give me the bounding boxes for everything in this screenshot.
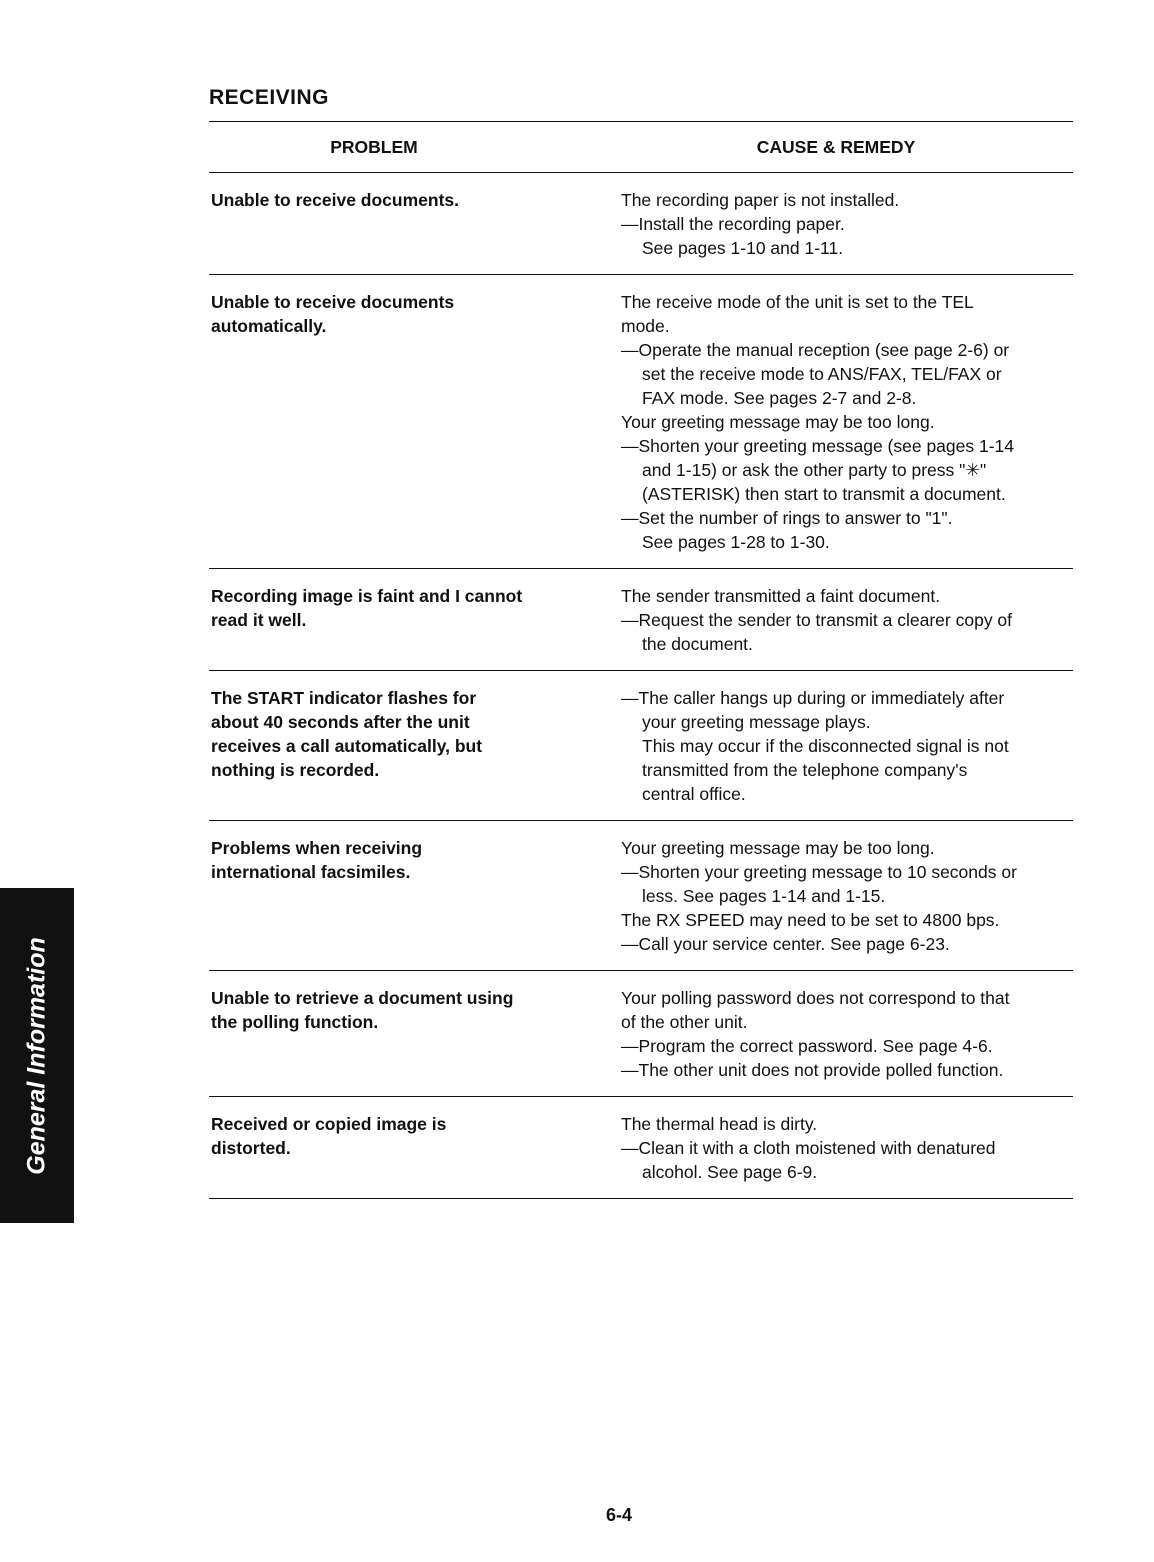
cause-remedy-line: less. See pages 1-14 and 1-15. xyxy=(642,886,886,906)
cause-remedy-line: See pages 1-28 to 1-30. xyxy=(642,532,830,552)
cause-remedy-line: Your greeting message may be too long. xyxy=(621,412,935,432)
cause-remedy-line: FAX mode. See pages 2-7 and 2-8. xyxy=(642,388,917,408)
problem-cell: Received or copied image is distorted. xyxy=(211,1114,447,1158)
header-problem: PROBLEM xyxy=(330,136,418,157)
cause-remedy-line: set the receive mode to ANS/FAX, TEL/FAX or xyxy=(642,364,1002,384)
cause-remedy-line: —Shorten your greeting message to 10 seconds or xyxy=(621,862,1017,882)
cause-remedy-line: —Install the recording paper. xyxy=(621,214,845,234)
cause-remedy-line: mode. xyxy=(621,316,670,336)
cause-remedy-line: The thermal head is dirty. xyxy=(621,1114,818,1134)
cause-remedy-cell xyxy=(621,584,1073,656)
cause-remedy-line: Your greeting message may be too long. xyxy=(621,838,935,858)
problem-cell: Unable to retrieve a document using the polling function. xyxy=(211,988,514,1032)
cause-remedy-cell xyxy=(621,290,1073,554)
cause-remedy-line: —Program the correct password. See page 4-6. xyxy=(621,1036,993,1056)
cause-remedy-line: This may occur if the disconnected signal is not xyxy=(642,736,1009,756)
cause-remedy-line: —Operate the manual reception (see page 2-6) or xyxy=(621,340,1010,360)
cause-remedy-line: The sender transmitted a faint document. xyxy=(621,586,941,606)
cause-remedy-line: —Call your service center. See page 6-23. xyxy=(621,934,950,954)
cause-remedy-line: —The caller hangs up during or immediately after xyxy=(621,688,1005,708)
section-title: RECEIVING xyxy=(209,86,330,109)
cause-remedy-cell xyxy=(621,686,1073,806)
table-row xyxy=(209,569,1073,670)
cause-remedy-line: See pages 1-10 and 1-11. xyxy=(642,238,844,258)
cause-remedy-line: alcohol. See page 6-9. xyxy=(642,1162,818,1182)
cause-remedy-cell xyxy=(621,986,1073,1082)
cause-remedy-line: your greeting message plays. xyxy=(642,712,871,732)
cause-remedy-line: and 1-15) or ask the other party to press "✳" xyxy=(642,460,987,480)
cause-remedy-line: Your polling password does not correspond to that xyxy=(621,988,1010,1008)
cause-remedy-line: —Clean it with a cloth moistened with denatured xyxy=(621,1138,996,1158)
table-row xyxy=(209,173,1073,274)
problem-cell: Unable to receive documents automatically. xyxy=(211,292,455,336)
table-row xyxy=(209,671,1073,820)
row-rule xyxy=(209,1198,1073,1199)
header-cause-remedy: CAUSE & REMEDY xyxy=(756,136,916,157)
cause-remedy-line: the document. xyxy=(642,634,753,654)
cause-remedy-line: of the other unit. xyxy=(621,1012,748,1032)
cause-remedy-line: transmitted from the telephone company's xyxy=(642,760,968,780)
cause-remedy-line: —Request the sender to transmit a clearer copy of xyxy=(621,610,1013,630)
table-row xyxy=(209,275,1073,568)
table-row xyxy=(209,1097,1073,1198)
side-tab xyxy=(0,888,74,1223)
cause-remedy-line: —Set the number of rings to answer to "1". xyxy=(621,508,953,528)
table-header xyxy=(209,122,1073,172)
cause-remedy-line: The receive mode of the unit is set to the TEL xyxy=(621,292,974,312)
side-tab-label: General Information xyxy=(22,936,51,1175)
cause-remedy-line: The RX SPEED may need to be set to 4800 bps. xyxy=(621,910,1000,930)
cause-remedy-cell xyxy=(621,188,1073,260)
cause-remedy-line: central office. xyxy=(642,784,746,804)
page-number: 6-4 xyxy=(605,1505,632,1525)
problem-cell: The START indicator flashes for about 40 seconds after the unit receives a call automatically, but nothing is recorded. xyxy=(211,688,483,780)
problem-cell: Recording image is faint and I cannot read it well. xyxy=(211,586,523,630)
cause-remedy-line: The recording paper is not installed. xyxy=(621,190,900,210)
cause-remedy-cell xyxy=(621,1112,1073,1184)
cause-remedy-line: —Shorten your greeting message (see pages 1-14 xyxy=(621,436,1015,456)
table-row xyxy=(209,971,1073,1096)
cause-remedy-line: —The other unit does not provide polled function. xyxy=(621,1060,1004,1080)
cause-remedy-line: (ASTERISK) then start to transmit a document. xyxy=(642,484,1006,504)
table-body xyxy=(209,173,1073,1199)
cause-remedy-cell xyxy=(621,836,1073,956)
troubleshooting-table xyxy=(209,121,1073,1199)
problem-cell: Problems when receiving international facsimiles. xyxy=(211,838,423,882)
problem-cell: Unable to receive documents. xyxy=(211,190,459,210)
table-row xyxy=(209,821,1073,970)
